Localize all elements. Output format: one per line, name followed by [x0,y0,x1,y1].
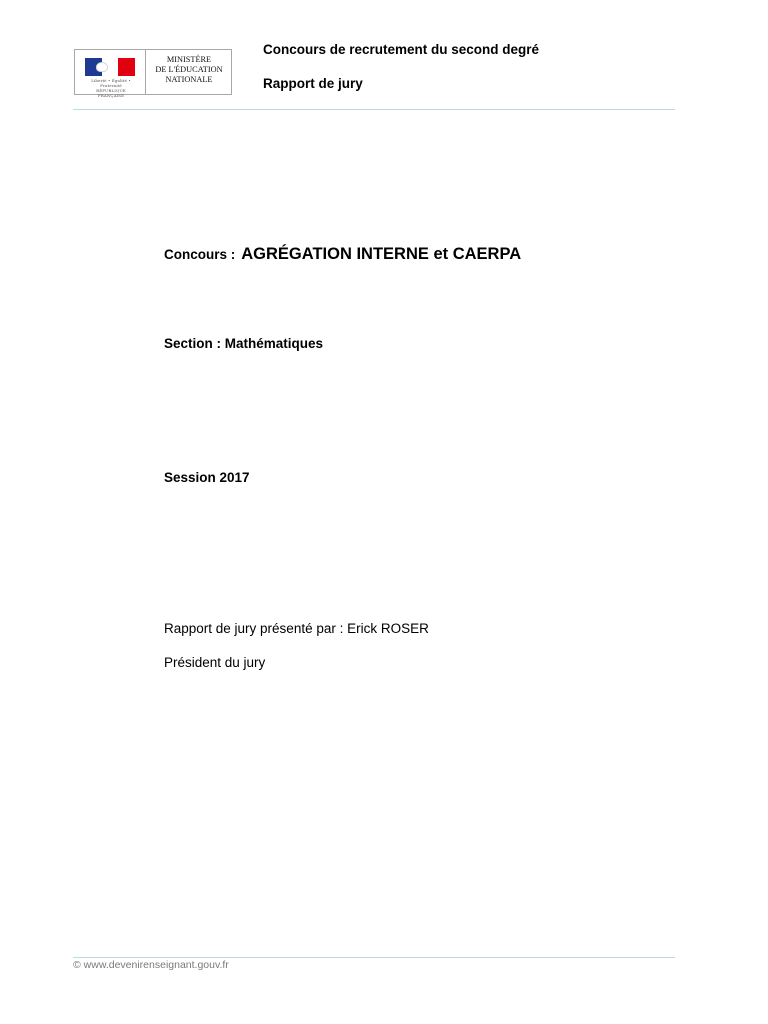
header-subtitle: Rapport de jury [263,76,363,91]
tricolor-flag-icon [85,58,135,76]
footer-divider [73,957,675,958]
marianne-emblem [75,50,146,98]
president-line: Président du jury [164,655,266,670]
section-line: Section : Mathématiques [164,336,324,351]
session-line: Session 2017 [164,470,250,485]
concours-value: AGRÉGATION INTERNE et CAERPA [241,245,522,263]
header-divider [73,109,675,110]
header-title: Concours de recrutement du second degré [263,42,540,57]
concours-line [164,245,521,264]
footer-copyright: © www.devenirenseignant.gouv.fr [73,959,229,971]
concours-label: Concours : [164,247,236,262]
republic-motto: Liberté • Égalité • Fraternité RÉPUBLIQUE FRANÇAISE [91,78,131,98]
ministry-logo [74,49,232,98]
presented-by-line: Rapport de jury présenté par : Erick ROSER [164,621,429,636]
ministry-name: MINISTÈRE DE L'ÉDUCATION NATIONALE [155,55,223,84]
